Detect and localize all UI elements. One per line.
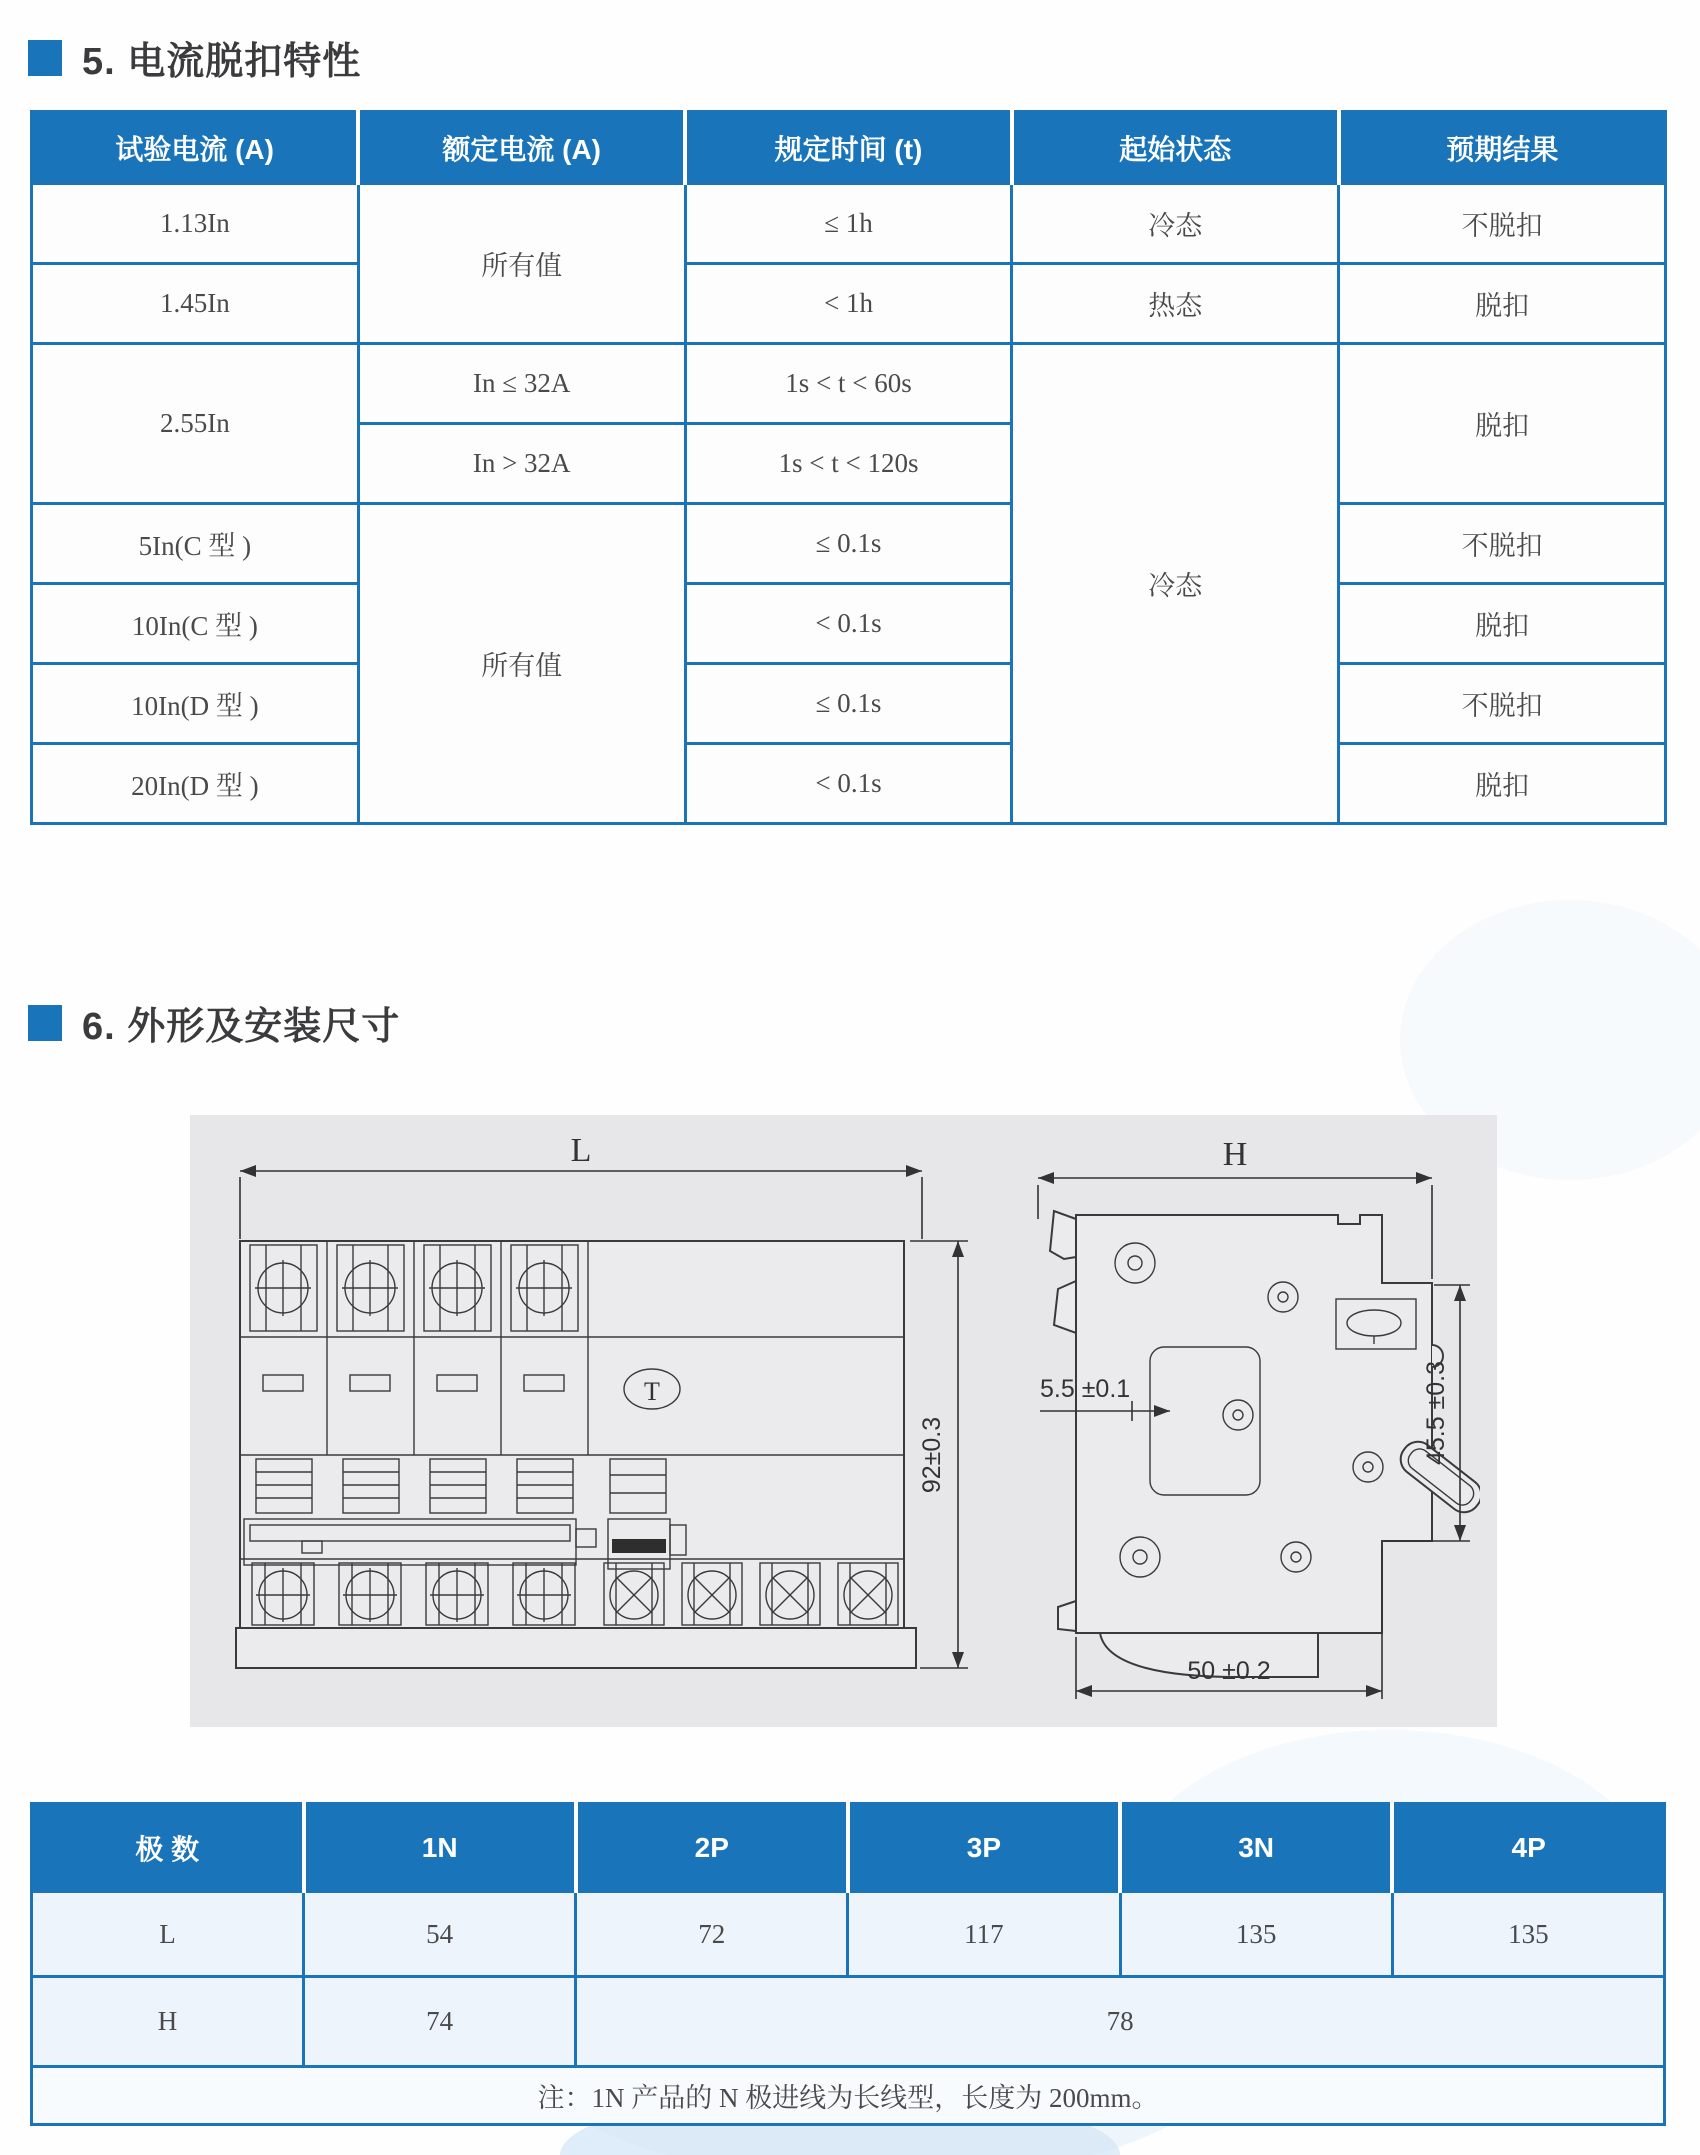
table-row: [32, 344, 1666, 424]
header-initial-state: 起始状态: [1012, 112, 1339, 184]
dim-table-header-row: [32, 1804, 1665, 1892]
cell-rated-current: 所有值: [358, 184, 685, 344]
header-3N: 3N: [1120, 1804, 1392, 1892]
label-5-5: 5.5 ±0.1: [1040, 1375, 1131, 1403]
cell-time: 1s < t < 60s: [685, 344, 1012, 424]
breaker-front-outline: [236, 1241, 916, 1668]
cell-state: 冷态: [1012, 344, 1339, 824]
test-button-label: T: [644, 1377, 660, 1406]
dimension-front-height: [910, 1241, 968, 1668]
trip-characteristics-table: [30, 110, 1667, 825]
cell-L-2P: 72: [576, 1892, 848, 1977]
cell-result: 不脱扣: [1339, 184, 1666, 264]
cell-time: < 1h: [685, 264, 1012, 344]
cell-rated-current: In > 32A: [358, 424, 685, 504]
cell-test-current: 20In(D 型 ): [32, 744, 359, 824]
cell-L-1N: 54: [304, 1892, 576, 1977]
dimension-drawing-panel: [190, 1115, 1497, 1727]
header-1N: 1N: [304, 1804, 576, 1892]
table-row: [32, 184, 1666, 264]
cell-result: 脱扣: [1339, 344, 1666, 504]
breaker-side-outline: [1050, 1211, 1443, 1677]
label-50: 50 ±0.2: [1187, 1657, 1271, 1685]
cell-H-merged: 78: [576, 1977, 1665, 2067]
table-row: [32, 1977, 1665, 2067]
header-3P: 3P: [848, 1804, 1120, 1892]
cell-L-3N: 135: [1120, 1892, 1392, 1977]
label-L: L: [570, 1132, 592, 1169]
trip-table-header-row: [32, 112, 1666, 184]
front-view-drawing: [210, 1123, 990, 1723]
cell-time: ≤ 1h: [685, 184, 1012, 264]
cell-result: 脱扣: [1339, 744, 1666, 824]
table-row: [32, 264, 1666, 344]
cell-H-label: H: [32, 1977, 304, 2067]
label-45-5: 45.5 ±0.3: [1422, 1360, 1450, 1466]
table-row: [32, 664, 1666, 744]
dimension-L: [240, 1132, 922, 1239]
cell-time: < 0.1s: [685, 744, 1012, 824]
cell-test-current: 1.45In: [32, 264, 359, 344]
cell-result: 不脱扣: [1339, 664, 1666, 744]
header-rated-current: 额定电流 (A): [358, 112, 685, 184]
header-specified-time: 规定时间 (t): [685, 112, 1012, 184]
table-note: 注：1N 产品的 N 极进线为长线型，长度为 200mm。: [32, 2067, 1665, 2125]
cell-L-label: L: [32, 1892, 304, 1977]
cell-L-4P: 135: [1392, 1892, 1664, 1977]
cell-H-1N: 74: [304, 1977, 576, 2067]
cell-test-current: 10In(C 型 ): [32, 584, 359, 664]
header-expected-result: 预期结果: [1339, 112, 1666, 184]
cell-rated-current: In ≤ 32A: [358, 344, 685, 424]
cell-time: ≤ 0.1s: [685, 504, 1012, 584]
cell-result: 脱扣: [1339, 264, 1666, 344]
label-H: H: [1222, 1136, 1248, 1173]
section-bullet-square: [28, 40, 62, 76]
cell-test-current: 1.13In: [32, 184, 359, 264]
cell-result: 脱扣: [1339, 584, 1666, 664]
table-row: [32, 504, 1666, 584]
table-row: [32, 744, 1666, 824]
header-2P: 2P: [576, 1804, 848, 1892]
header-4P: 4P: [1392, 1804, 1664, 1892]
cell-result: 不脱扣: [1339, 504, 1666, 584]
cell-time: < 0.1s: [685, 584, 1012, 664]
header-test-current: 试验电流 (A): [32, 112, 359, 184]
cell-state: 冷态: [1012, 184, 1339, 264]
cell-test-current: 2.55In: [32, 344, 359, 504]
header-poles: 极 数: [32, 1804, 304, 1892]
cell-time: 1s < t < 120s: [685, 424, 1012, 504]
cell-test-current: 5In(C 型 ): [32, 504, 359, 584]
cell-test-current: 10In(D 型 ): [32, 664, 359, 744]
cell-time: ≤ 0.1s: [685, 664, 1012, 744]
section5-title-text: 5. 电流脱扣特性: [82, 41, 362, 83]
cell-rated-current: 所有值: [358, 504, 685, 824]
cell-L-3P: 117: [848, 1892, 1120, 1977]
table-row: [32, 1892, 1665, 1977]
section5-title: [28, 30, 361, 85]
section6-title: [28, 995, 400, 1050]
table-row: [32, 584, 1666, 664]
pole-dimensions-table: [30, 1802, 1666, 2126]
side-view-drawing: [1000, 1123, 1480, 1723]
section-bullet-square: [28, 1005, 62, 1041]
note-row: [32, 2067, 1665, 2125]
section6-title-text: 6. 外形及安装尺寸: [82, 1006, 401, 1048]
label-92: 92±0.3: [918, 1416, 946, 1494]
cell-state: 热态: [1012, 264, 1339, 344]
